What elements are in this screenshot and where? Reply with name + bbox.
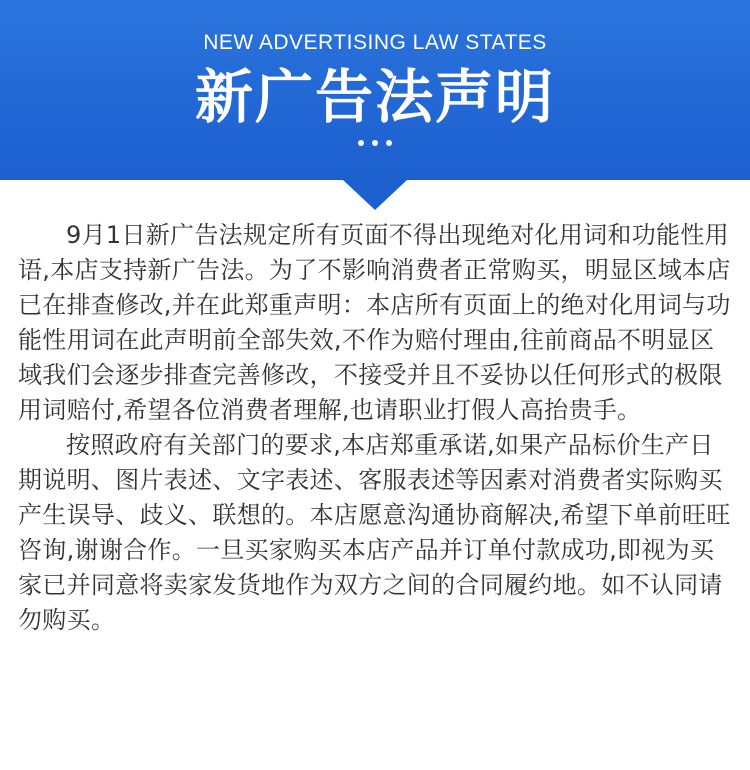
- dot-icon: [372, 140, 378, 146]
- dot-icon: [358, 140, 364, 146]
- dot-icon: [386, 140, 392, 146]
- statement-body: [18, 218, 734, 638]
- header-banner: [0, 0, 750, 180]
- header-title: 新广告法声明: [194, 63, 555, 131]
- statement-paragraph-2: 按照政府有关部门的要求,本店郑重承诺,如果产品标价生产日期说明、图片表述、文字表述、客服表述等因素对消费者实际购买产生误导、歧义、联想的。本店愿意沟通协商解决,希望下单前旺旺咨询,谢谢合作。一旦买家购买本店产品并订单付款成功,即视为买家已并同意将卖家发货地作为双方之间的合同履约地。如不认同请勿购买。: [18, 431, 731, 634]
- statement-paragraph-1: 9月1日新广告法规定所有页面不得出现绝对化用词和功能性用语,本店支持新广告法。为了不影响消费者正常购买，明显区域本店已在排查修改,并在此郑重声明：本店所有页面上的绝对化用词与功能性用词在此声明前全部失效,不作为赔付理由,往前商品不明显区域我们会逐步排查完善修改，不接受并且不妥协以任何形式的极限用词赔付,希望各位消费者理解,也请职业打假人高抬贵手。: [18, 221, 731, 424]
- decorative-dots: [0, 140, 750, 146]
- banner-pointer-arrow: [343, 180, 407, 210]
- header-subtitle: NEW ADVERTISING LAW STATES: [203, 31, 547, 54]
